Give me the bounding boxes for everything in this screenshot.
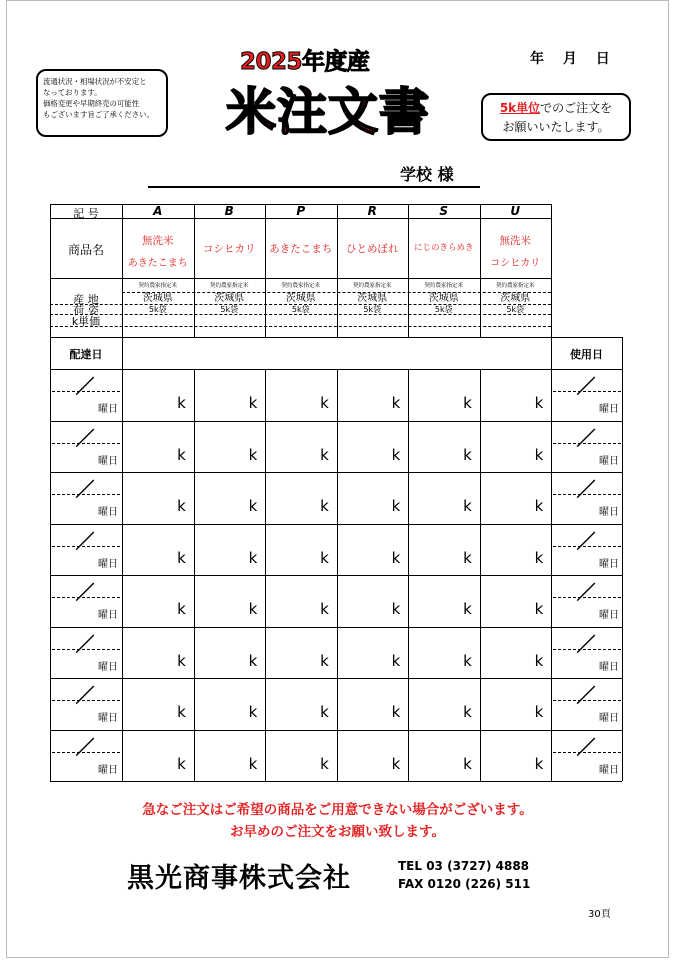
- school-name-line[interactable]: [148, 186, 480, 188]
- quantity-unit[interactable]: k: [248, 445, 258, 464]
- quantity-unit[interactable]: k: [534, 497, 544, 515]
- grid-vline: [622, 337, 623, 781]
- grid-hline: [553, 700, 621, 701]
- origin-value: 茨城県: [428, 293, 459, 304]
- quantity-unit[interactable]: k: [320, 754, 329, 773]
- use-weekday: 曜日: [599, 661, 619, 673]
- grid-hline: [52, 700, 120, 701]
- grid-vline: [480, 369, 481, 781]
- quantity-unit[interactable]: k: [320, 445, 329, 464]
- delivery-date-label: 配達日: [69, 348, 103, 361]
- delivery-slash[interactable]: ／: [75, 427, 95, 450]
- unit-notice-box: [481, 93, 631, 141]
- unit-notice-line2: お願いいたします。: [502, 120, 610, 134]
- grid-hline: [50, 218, 551, 219]
- quantity-unit[interactable]: k: [248, 600, 258, 618]
- unit-highlight: 5k単位: [499, 101, 541, 115]
- contract-note: 契約農家指定米: [352, 283, 392, 289]
- grid-vline: [337, 369, 338, 781]
- grid-vline: [408, 369, 409, 781]
- quantity-unit[interactable]: k: [248, 497, 258, 515]
- product-code: R: [367, 204, 377, 218]
- origin-value: 茨城県: [500, 293, 531, 304]
- grid-hline: [52, 649, 120, 650]
- notice-line: なっております。: [43, 88, 102, 97]
- date-line[interactable]: 年 月 日: [530, 51, 610, 67]
- unit-price-cell[interactable]: [194, 315, 266, 326]
- use-weekday: 曜日: [599, 764, 619, 776]
- use-slash[interactable]: ／: [576, 479, 596, 501]
- quantity-unit[interactable]: k: [177, 548, 186, 567]
- delivery-slash[interactable]: ／: [75, 530, 95, 553]
- tel: TEL 03 (3727) 4888: [398, 859, 530, 873]
- delivery-weekday: 曜日: [98, 713, 118, 724]
- grid-hline: [52, 494, 120, 495]
- use-slash[interactable]: ／: [576, 530, 596, 553]
- quantity-unit[interactable]: k: [177, 754, 186, 773]
- main-title: 米注文書: [226, 83, 430, 141]
- use-weekday: 曜日: [599, 558, 619, 570]
- quantity-unit[interactable]: k: [320, 651, 329, 670]
- use-weekday: 曜日: [599, 507, 619, 518]
- grid-hline: [52, 443, 120, 444]
- delivery-slash[interactable]: ／: [75, 582, 95, 604]
- quantity-unit[interactable]: k: [248, 703, 258, 721]
- delivery-weekday: 曜日: [98, 661, 118, 673]
- year-title: 2025年度産: [240, 49, 370, 75]
- delivery-weekday: 曜日: [98, 764, 118, 776]
- quantity-unit[interactable]: k: [320, 394, 329, 412]
- unit-price-cell[interactable]: [265, 315, 337, 326]
- origin-label: 産 地: [73, 293, 99, 306]
- quantity-unit[interactable]: k: [463, 497, 472, 515]
- quantity-unit[interactable]: k: [177, 703, 186, 721]
- school-label: 学校 様: [400, 165, 454, 184]
- quantity-unit[interactable]: k: [248, 548, 258, 567]
- grid-hline: [553, 752, 621, 753]
- warning-line-1: 急なご注文はご希望の商品をご用意できない場合がございます。: [142, 802, 533, 818]
- grid-hline: [553, 494, 621, 495]
- use-weekday: 曜日: [599, 610, 619, 621]
- quantity-unit[interactable]: k: [463, 394, 472, 412]
- product-code: U: [510, 204, 521, 218]
- product-name: あきたこまち: [269, 243, 333, 255]
- row-separator: [50, 781, 622, 782]
- quantity-unit[interactable]: k: [320, 548, 329, 567]
- package-value: 5k袋: [363, 305, 382, 314]
- unit-price-cell[interactable]: [480, 315, 552, 326]
- origin-value: 茨城県: [142, 293, 173, 304]
- use-date-label: 使用日: [570, 348, 603, 361]
- quantity-unit[interactable]: k: [391, 651, 401, 670]
- quantity-unit[interactable]: k: [534, 600, 544, 618]
- use-slash[interactable]: ／: [576, 736, 596, 759]
- quantity-unit[interactable]: k: [391, 754, 401, 773]
- product-name: にじのきらめき: [413, 243, 474, 253]
- delivery-slash[interactable]: ／: [75, 736, 95, 759]
- grid-hline: [553, 443, 621, 444]
- product-name-line1: 無洗米: [499, 235, 531, 247]
- use-slash[interactable]: ／: [576, 376, 596, 398]
- quantity-unit[interactable]: k: [391, 703, 401, 721]
- quantity-unit[interactable]: k: [391, 548, 401, 567]
- product-name: ひとめぼれ: [346, 243, 399, 255]
- product-name-line2: コシヒカリ: [490, 258, 541, 269]
- origin-value: 茨城県: [285, 293, 316, 304]
- product-name-line2: あきたこまち: [127, 258, 188, 269]
- fax: FAX 0120 (226) 511: [398, 877, 531, 891]
- delivery-slash[interactable]: ／: [75, 685, 95, 707]
- delivery-slash[interactable]: ／: [75, 376, 95, 398]
- quantity-unit[interactable]: k: [534, 754, 544, 773]
- product-code: B: [224, 204, 234, 218]
- quantity-unit[interactable]: k: [463, 703, 472, 721]
- package-value: 5k袋: [291, 305, 310, 314]
- use-weekday: 曜日: [599, 455, 619, 467]
- quantity-unit[interactable]: k: [534, 651, 544, 670]
- grid-hline: [52, 597, 120, 598]
- company-name: 黒光商事株式会社: [127, 863, 351, 894]
- origin-value: 茨城県: [214, 293, 245, 304]
- grid-vline: [265, 369, 266, 781]
- use-slash[interactable]: ／: [576, 685, 596, 707]
- quantity-unit[interactable]: k: [534, 703, 544, 721]
- notice-line: 流通状況・相場状況が不安定と: [43, 77, 147, 86]
- grid-vline: [50, 337, 51, 781]
- grid-hline: [50, 326, 551, 327]
- grid-hline: [553, 597, 621, 598]
- quantity-unit[interactable]: k: [534, 548, 544, 567]
- package-label: 荷 姿: [73, 304, 99, 317]
- delivery-weekday: 曜日: [98, 507, 118, 518]
- quantity-unit[interactable]: k: [177, 497, 186, 515]
- quantity-unit[interactable]: k: [248, 754, 258, 773]
- package-value: 5k袋: [506, 305, 525, 314]
- use-weekday: 曜日: [599, 713, 619, 724]
- use-weekday: 曜日: [599, 404, 619, 415]
- unit-notice-line1: [483, 99, 629, 118]
- quantity-unit[interactable]: k: [177, 651, 186, 670]
- contact-block: [398, 857, 530, 893]
- contract-note: 契約農家指定米: [209, 283, 249, 289]
- grid-vline: [194, 369, 195, 781]
- quantity-unit[interactable]: k: [177, 445, 186, 464]
- grid-hline: [52, 752, 120, 753]
- unit-price-cell[interactable]: [122, 315, 194, 326]
- quantity-unit[interactable]: k: [463, 651, 472, 670]
- use-slash[interactable]: ／: [576, 633, 596, 656]
- quantity-unit[interactable]: k: [177, 600, 186, 618]
- quantity-unit[interactable]: k: [248, 651, 258, 670]
- unit-price-cell[interactable]: [337, 315, 409, 326]
- product-code: A: [153, 204, 163, 218]
- delivery-weekday: 曜日: [98, 404, 118, 415]
- contract-note: 契約農家指定米: [424, 283, 463, 289]
- quantity-unit[interactable]: k: [391, 497, 401, 515]
- grid-vline: [551, 204, 552, 337]
- quantity-unit[interactable]: k: [391, 445, 401, 464]
- product-name-line1: 無洗米: [142, 235, 174, 247]
- quantity-unit[interactable]: k: [391, 394, 401, 412]
- grid-hline: [52, 391, 120, 392]
- grid-hline: [553, 546, 621, 547]
- unit-price-cell[interactable]: [408, 315, 480, 326]
- quantity-unit[interactable]: k: [463, 548, 472, 567]
- warning-line-2: お早めのご注文をお願い致します。: [230, 824, 445, 840]
- unit-price-label: k単価: [71, 315, 101, 328]
- notice-line: 価格変更や早期終売の可能性: [43, 99, 140, 108]
- quantity-unit[interactable]: k: [320, 600, 329, 618]
- grid-vline: [551, 337, 552, 781]
- quantity-unit[interactable]: k: [463, 754, 472, 773]
- unit-rest: でのご注文を: [540, 101, 613, 115]
- contract-note: 契約農家指定米: [495, 283, 535, 289]
- delivery-weekday: 曜日: [98, 455, 118, 467]
- quantity-unit[interactable]: k: [248, 394, 258, 412]
- grid-hline: [553, 649, 621, 650]
- product-name-label: 商品名: [67, 243, 104, 257]
- quantity-unit[interactable]: k: [463, 445, 472, 464]
- grid-hline: [50, 337, 622, 338]
- use-slash[interactable]: ／: [576, 582, 596, 604]
- delivery-weekday: 曜日: [98, 610, 118, 621]
- quantity-unit[interactable]: k: [534, 394, 544, 412]
- delivery-slash[interactable]: ／: [75, 479, 95, 501]
- contract-note: 契約農家指定米: [281, 283, 320, 289]
- quantity-unit[interactable]: k: [320, 497, 329, 515]
- code-label: 記 号: [73, 207, 99, 220]
- package-value: 5k袋: [148, 305, 167, 314]
- contract-note: 契約農家指定米: [138, 283, 177, 289]
- grid-hline: [50, 278, 551, 279]
- use-slash[interactable]: ／: [576, 427, 596, 450]
- product-code: P: [296, 204, 306, 218]
- page-number: 30頁: [588, 909, 611, 920]
- quantity-unit[interactable]: k: [391, 600, 401, 618]
- delivery-slash[interactable]: ／: [75, 633, 95, 656]
- quantity-unit[interactable]: k: [534, 445, 544, 464]
- grid-hline: [52, 546, 120, 547]
- package-value: 5k袋: [220, 305, 239, 314]
- grid-vline: [122, 337, 123, 781]
- quantity-unit[interactable]: k: [320, 703, 329, 721]
- quantity-unit[interactable]: k: [177, 394, 186, 412]
- grid-hline: [553, 391, 621, 392]
- origin-value: 茨城県: [357, 293, 388, 304]
- notice-box: [36, 69, 168, 137]
- delivery-weekday: 曜日: [98, 558, 118, 570]
- quantity-unit[interactable]: k: [463, 600, 472, 618]
- package-value: 5k袋: [434, 305, 453, 314]
- product-name: コシヒカリ: [203, 243, 256, 255]
- notice-line: もございます旨ご了承ください。: [43, 110, 154, 119]
- product-code: S: [439, 204, 449, 218]
